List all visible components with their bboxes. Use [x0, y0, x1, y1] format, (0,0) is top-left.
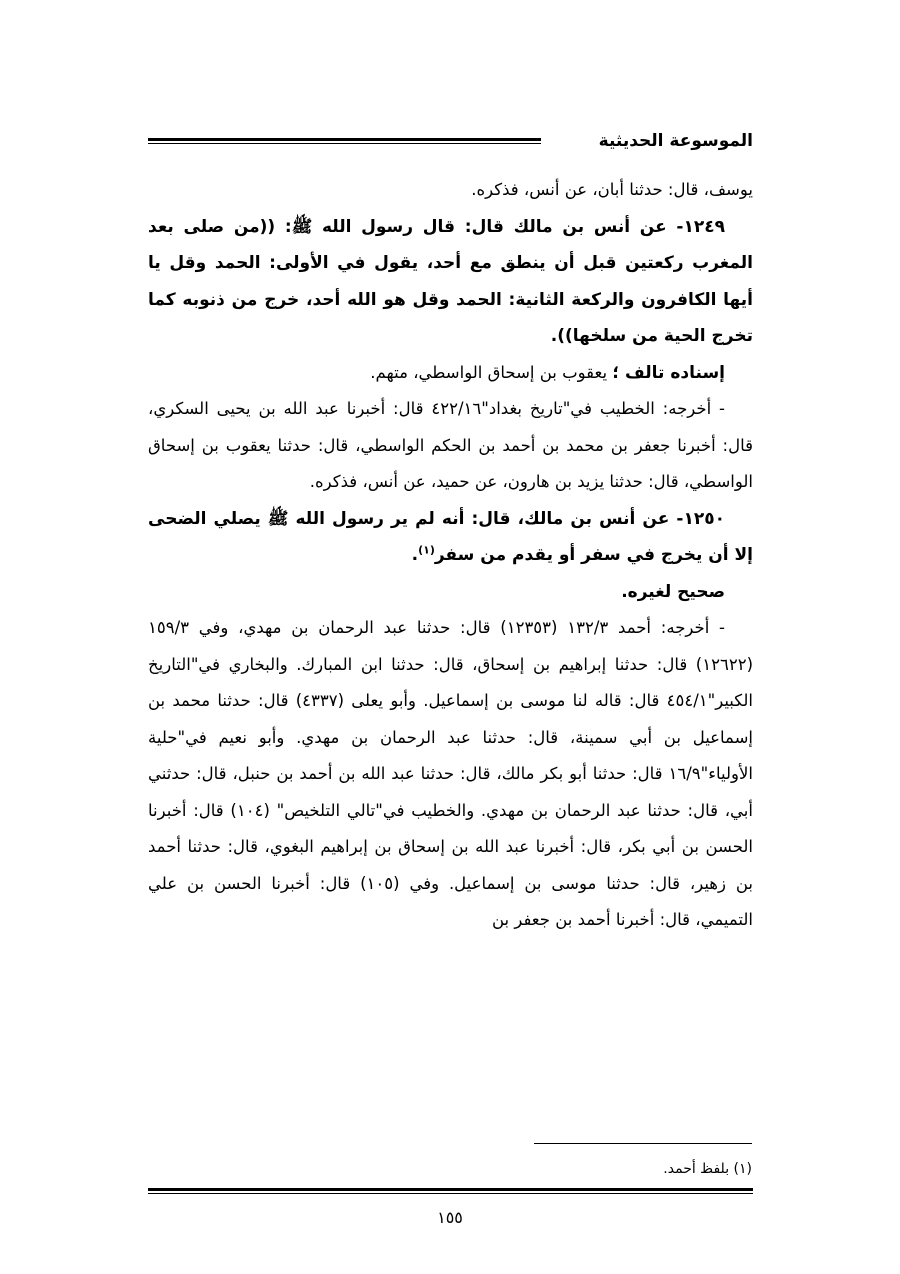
- hadith-1250: [148, 501, 753, 574]
- header-title: الموسوعة الحديثية: [598, 131, 753, 151]
- paragraph-continuation: يوسف، قال: حدثنا أبان، عن أنس، فذكره.: [471, 180, 753, 199]
- hadith-1250-end: .: [411, 545, 419, 565]
- footnote-marker[interactable]: (١): [418, 543, 435, 557]
- header-title-wrap: [587, 126, 753, 156]
- hadith-1250-text: ١٢٥٠- عن أنس بن مالك، قال: أنه لم ير رسول الله ﷺ يصلي الضحى إلا أن يخرج في سفر أو يقدم من سفر: [148, 508, 753, 565]
- header-rule: [148, 138, 541, 144]
- grading-text: يعقوب بن إسحاق الواسطي، متهم.: [370, 362, 613, 382]
- footnote-text: (١) بلفظ أحمد.: [663, 1161, 752, 1177]
- grading-1250: صحيح لغيره.: [621, 581, 725, 602]
- takhrij-1249: - أخرجه: الخطيب في"تاريخ بغداد"٤٢٢/١٦ قال: أخبرنا عبد الله بن يحيى السكري، قال: أخبرنا جعفر بن محمد بن أحمد بن الحكم الواسطي، قال: حدثنا يعقوب بن إسحاق الواسطي، قال: حدثنا يزيد بن هارون، عن حميد، عن أنس، فذكره.: [148, 399, 753, 491]
- page-body: [148, 172, 753, 939]
- grading-lead: إسناده تالف ؛: [612, 362, 725, 383]
- footer-rule: [148, 1188, 753, 1194]
- takhrij-1250: - أخرجه: أحمد ١٣٢/٣ (١٢٣٥٣) قال: حدثنا عبد الرحمان بن مهدي، وفي ١٥٩/٣ (١٢٦٢٢) قال: حدثنا إبراهيم بن إسحاق، قال: حدثنا ابن المبارك. والبخاري في"التاريخ الكبير"٤٥٤/١ قال: قاله لنا موسى بن إسماعيل. وأبو يعلى (٤٣٣٧) قال: حدثنا محمد بن إسماعيل بن أبي سمينة، قال: حدثنا عبد الرحمان بن مهدي. وأبو نعيم في"حلية الأولياء"١٦/٩ قال: حدثنا أبو بكر مالك، قال: حدثنا عبد الله بن أحمد بن حنبل، قال: حدثني أبي، قال: حدثنا عبد الرحمان بن مهدي. والخطيب في"تالي التلخيص" (١٠٤) قال: أخبرنا الحسن بن أبي بكر، قال: أخبرنا عبد الله بن إسحاق بن إبراهيم البغوي، قال: حدثنا أحمد بن زهير، قال: حدثنا موسى بن إسماعيل. وفي (١٠٥) قال: أخبرنا الحسن بن علي التميمي، قال: أخبرنا أحمد بن جعفر بن: [148, 618, 753, 929]
- page-number: ١٥٥: [437, 1208, 463, 1227]
- hadith-1249: ١٢٤٩- عن أنس بن مالك قال: قال رسول الله ﷺ: ((من صلى بعد المغرب ركعتين قبل أن ينطق مع أحد، يقول في الأولى: الحمد وقل يا أيها الكافرون والركعة الثانية: الحمد وقل هو الله أحد، خرج من ذنوبه كما تخرج الحية من سلخها)).: [148, 216, 753, 346]
- running-header: [148, 126, 753, 156]
- footnote-separator: [534, 1143, 752, 1144]
- grading-1249: [148, 355, 753, 392]
- footnote: [147, 1158, 752, 1180]
